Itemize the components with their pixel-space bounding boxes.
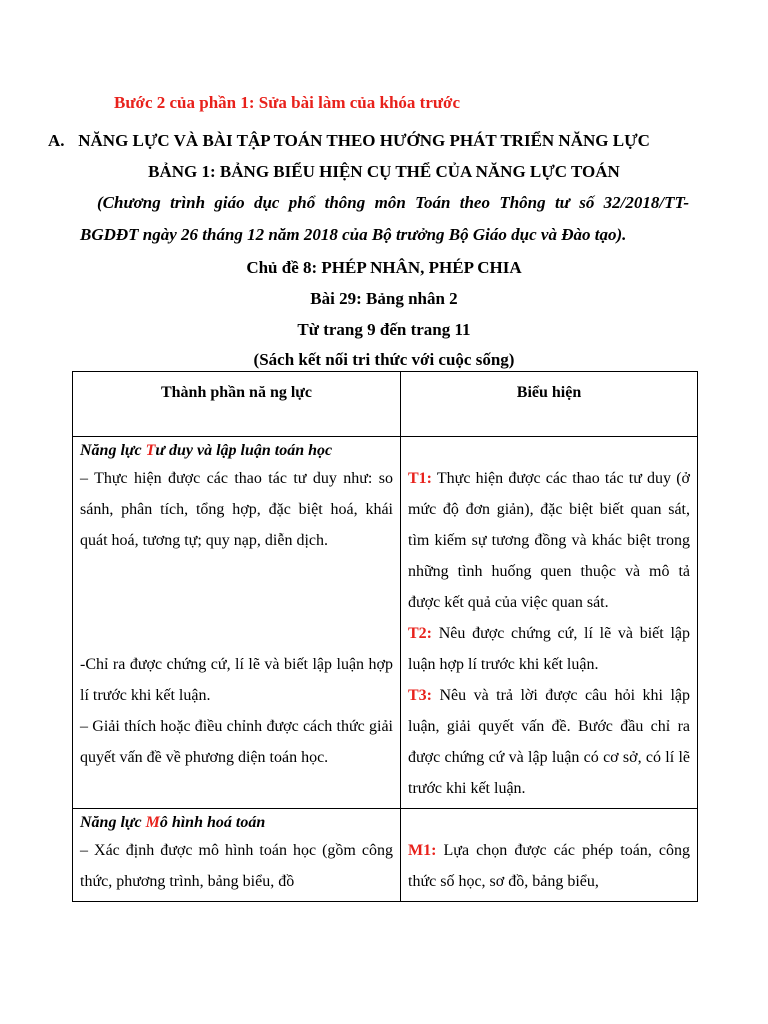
header-competency: Thành phần nă ng lực — [73, 372, 401, 437]
title-red-letter: M — [145, 814, 160, 831]
topic-title: Chủ đề 8: PHÉP NHÂN, PHÉP CHIA — [246, 258, 522, 277]
competency-text-2: -Chỉ ra được chứng cứ, lí lẽ và biết lập luận hợp lí trước khi kết luận. — [80, 656, 393, 704]
competency-text-3: – Giải thích hoặc điều chỉnh được cách thức giải quyết vấn đề về phương diện toán học. — [80, 718, 393, 766]
title-post: ư duy và lập luận toán học — [155, 442, 333, 459]
manifestation-t2 — [408, 618, 690, 680]
title-red-letter: T — [145, 442, 156, 459]
manifestation-cell-modeling — [401, 809, 698, 902]
tag-t3: T3: — [408, 687, 432, 704]
section-title-modeling — [80, 811, 393, 835]
manifestation-t3 — [408, 680, 690, 804]
step-note: Bước 2 của phần 1: Sửa bài làm của khóa trước — [114, 93, 461, 112]
manifestation-t1 — [408, 463, 690, 618]
competency-table — [72, 371, 698, 902]
heading-label: A. — [48, 131, 65, 150]
t1-text: Thực hiện được các thao tác tư duy (ở mức độ đơn giản), đặc biệt biết quan sát, tìm kiếm sự tương đồng và khác biệt trong những tình huống quen thuộc và mô tả được kết quả của việc quan sát. — [408, 470, 690, 611]
competency-cell-thinking — [73, 437, 401, 809]
t2-text: Nêu được chứng cứ, lí lẽ và biết lập luận hợp lí trước khi kết luận. — [408, 625, 690, 673]
program-note-line2: BGDĐT ngày 26 tháng 12 năm 2018 của Bộ trưởng Bộ Giáo dục và Đào tạo). — [80, 225, 627, 244]
table-header-row — [73, 372, 698, 437]
title-post: ô hình hoá toán — [159, 814, 266, 831]
heading-text: NĂNG LỰC VÀ BÀI TẬP TOÁN THEO HƯỚNG PHÁT TRIỂN NĂNG LỰC — [78, 131, 650, 150]
header-manifestation: Biểu hiện — [401, 372, 698, 437]
spacer — [408, 439, 690, 463]
book-name: (Sách kết nối tri thức với cuộc sống) — [253, 350, 515, 369]
title-pre: Năng lực — [80, 814, 146, 831]
m1-text: Lựa chọn được các phép toán, công thức số học, sơ đồ, bảng biểu, — [408, 842, 690, 890]
table-title: BẢNG 1: BẢNG BIỂU HIỆN CỤ THỂ CỦA NĂNG LỰC TOÁN — [148, 162, 620, 181]
manifestation-cell-thinking — [401, 437, 698, 809]
section-title-thinking — [80, 439, 393, 463]
page-range: Từ trang 9 đến trang 11 — [297, 320, 471, 339]
competency-cell-modeling — [73, 809, 401, 902]
tag-t1: T1: — [408, 470, 432, 487]
spacer — [408, 811, 690, 835]
t3-text: Nêu và trả lời được câu hỏi khi lập luận, giải quyết vấn đề. Bước đầu chỉ ra được chứng cứ và lập luận có cơ sở, có lí lẽ trước khi kết luận. — [408, 687, 690, 797]
tag-m1: M1: — [408, 842, 437, 859]
tag-t2: T2: — [408, 625, 432, 642]
section-heading-a — [48, 131, 650, 151]
program-note-line1: (Chương trình giáo dục phổ thông môn Toán theo Thông tư số 32/2018/TT- — [97, 193, 689, 212]
lesson-title: Bài 29: Bảng nhân 2 — [310, 289, 458, 308]
spacer — [80, 556, 393, 649]
table-row — [73, 437, 698, 809]
manifestation-m1 — [408, 835, 690, 897]
competency-text-modeling: – Xác định được mô hình toán học (gồm công thức, phương trình, bảng biểu, đồ — [80, 842, 393, 890]
title-pre: Năng lực — [80, 442, 146, 459]
table-row — [73, 809, 698, 902]
competency-text-1: – Thực hiện được các thao tác tư duy như: so sánh, phân tích, tổng hợp, đặc biệt hoá, khái quát hoá, tương tự; quy nạp, diễn dịch. — [80, 470, 393, 549]
